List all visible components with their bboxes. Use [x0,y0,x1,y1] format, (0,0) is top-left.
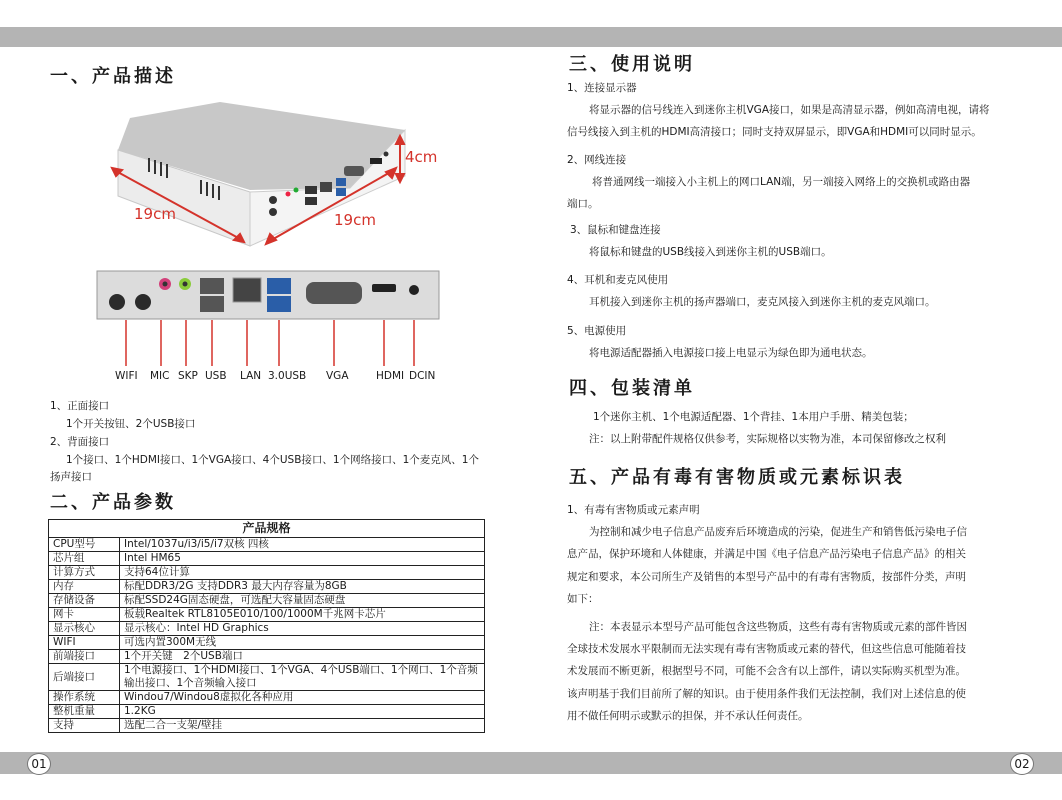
s4-para-1: 1个迷你主机、1个电源适配器、1个背挂、1本用户手册、精美包装； [593,411,914,423]
table-row: CPU型号 Intel/1037u/i3/i5/i7双核 四核 [49,538,485,552]
s5-line-1: 为控制和减少电子信息产品废弃后环境造成的污染，促进生产和销售低污染电子信 [589,526,967,538]
front-ports-desc: 1个开关按钮、2个USB接口 [66,418,196,430]
s5-title-1: 1、有毒有害物质或元素声明 [567,504,700,516]
port-label-skp: SKP [178,370,198,382]
page-number-right: 02 [1010,753,1034,775]
s5-line-4: 如下： [567,593,599,605]
section4-title: 四、包装清单 [569,378,695,399]
table-row: 后端接口 1个电源接口、1个HDMI接口、1个VGA、4个USB端口、1个网口、1个音频 输出接口、1个音频输入接口 [49,664,485,691]
table-row: 存储设备 标配SSD24G固态硬盘，可选配大容量固态硬盘 [49,594,485,608]
port-label-mic: MIC [150,370,170,382]
s5-line-9: 用不做任何明示或默示的担保，并不承认任何责任。 [567,710,809,722]
port-label-vga: VGA [326,370,349,382]
table-row: 支持 选配二合一支架/壁挂 [49,719,485,733]
dimension-arrows [100,130,420,250]
height-label: 4cm [405,148,438,166]
section1-title: 一、产品描述 [50,66,176,87]
s3-title-5: 5、电源使用 [567,325,627,337]
table-row: 整机重量 1.2KG [49,705,485,719]
table-row: 前端接口 1个开关键 2个USB端口 [49,650,485,664]
bottom-band [0,752,1062,774]
s4-para-2: 注：以上附带配件规格仅供参考，实际规格以实物为准，本司保留修改之权利 [589,433,946,445]
s5-line-3: 规定和要求，本公司所生产及销售的本型号产品中的有毒有害物质，按部件分类，声明 [567,571,966,583]
s3-title-3: 3、鼠标和键盘连接 [570,224,661,236]
s5-line-5: 注：本表显示本型号产品可能包含这些物质，这些有毒有害物质或元素的部件皆因 [589,621,967,633]
table-row: 芯片组 Intel HM65 [49,552,485,566]
port-label-lan: LAN [240,370,262,382]
page-number-left: 01 [27,753,51,775]
s5-line-7: 术发展而不断更新，根据型号不同，可能不会含有以上部件，请以实际购买机型为准。 [567,665,966,677]
s3-para-2b: 端口。 [567,198,599,210]
spec-table [48,519,485,733]
s3-title-1: 1、连接显示器 [567,82,637,94]
table-row: WIFI 可选内置300M无线 [49,636,485,650]
rear-port-panel [96,270,441,370]
table-row: 网卡 板载Realtek RTL8105E010/100/1000M千兆网卡芯片 [49,608,485,622]
back-ports-desc: 1个接口、1个HDMI接口、1个VGA接口、4个USB接口、1个网络接口、1个麦克风、1个 [66,454,479,466]
port-label-wifi: WIFI [115,370,138,382]
section5-title: 五、产品有毒有害物质或元素标识表 [569,467,905,488]
s3-para-2a: 将普通网线一端接入小主机上的网口LAN端，另一端接入网络上的交换机或路由器 [592,176,971,188]
table-row: 内存 标配DDR3/2G 支持DDR3 最大内存容量为8GB [49,580,485,594]
s5-line-8: 该声明基于我们目前所了解的知识。由于使用条件我们无法控制，我们对上述信息的使 [567,688,966,700]
table-row: 显示核心 显示核心：Intel HD Graphics [49,622,485,636]
width-label: 19cm [134,205,176,223]
s3-title-4: 4、耳机和麦克风使用 [567,274,669,286]
back-ports-title: 2、背面接口 [50,436,110,448]
table-row: 计算方式 支持64位计算 [49,566,485,580]
section2-title: 二、产品参数 [50,492,176,513]
s3-para-1a: 将显示器的信号线连入到迷你主机VGA接口，如果是高清显示器，例如高清电视，请将 [589,104,990,116]
s5-line-6: 全球技术发展水平限制而无法实现有毒有害物质或元素的替代，但这些信息可能随着技 [567,643,966,655]
section3-title: 三、使用说明 [569,54,695,75]
s3-para-5: 将电源适配器插入电源接口接上电显示为绿色即为通电状态。 [589,347,873,359]
s5-line-2: 息产品，保护环境和人体健康，并满足中国《电子信息产品污染电子信息产品》的相关 [567,548,966,560]
spec-table-header: 产品规格 [49,520,485,538]
top-band [0,27,1062,47]
port-label-dcin: DCIN [409,370,436,382]
back-ports-desc-cont: 扬声接口 [50,471,92,483]
port-label-usb3: 3.0USB [268,370,307,382]
front-ports-title: 1、正面接口 [50,400,110,412]
s3-para-1b: 信号线接入到主机的HDMI高清接口；同时支持双屏显示，即VGA和HDMI可以同时显示。 [567,126,982,138]
depth-label: 19cm [334,211,376,229]
port-label-hdmi: HDMI [376,370,405,382]
s3-title-2: 2、网线连接 [567,154,627,166]
s3-para-4: 耳机接入到迷你主机的扬声器端口，麦克风接入到迷你主机的麦克风端口。 [589,296,936,308]
table-row: 操作系统 Windou7/Windou8虚拟化各种应用 [49,691,485,705]
port-label-usb: USB [205,370,227,382]
s3-para-3: 将鼠标和键盘的USB线接入到迷你主机的USB端口。 [589,246,832,258]
